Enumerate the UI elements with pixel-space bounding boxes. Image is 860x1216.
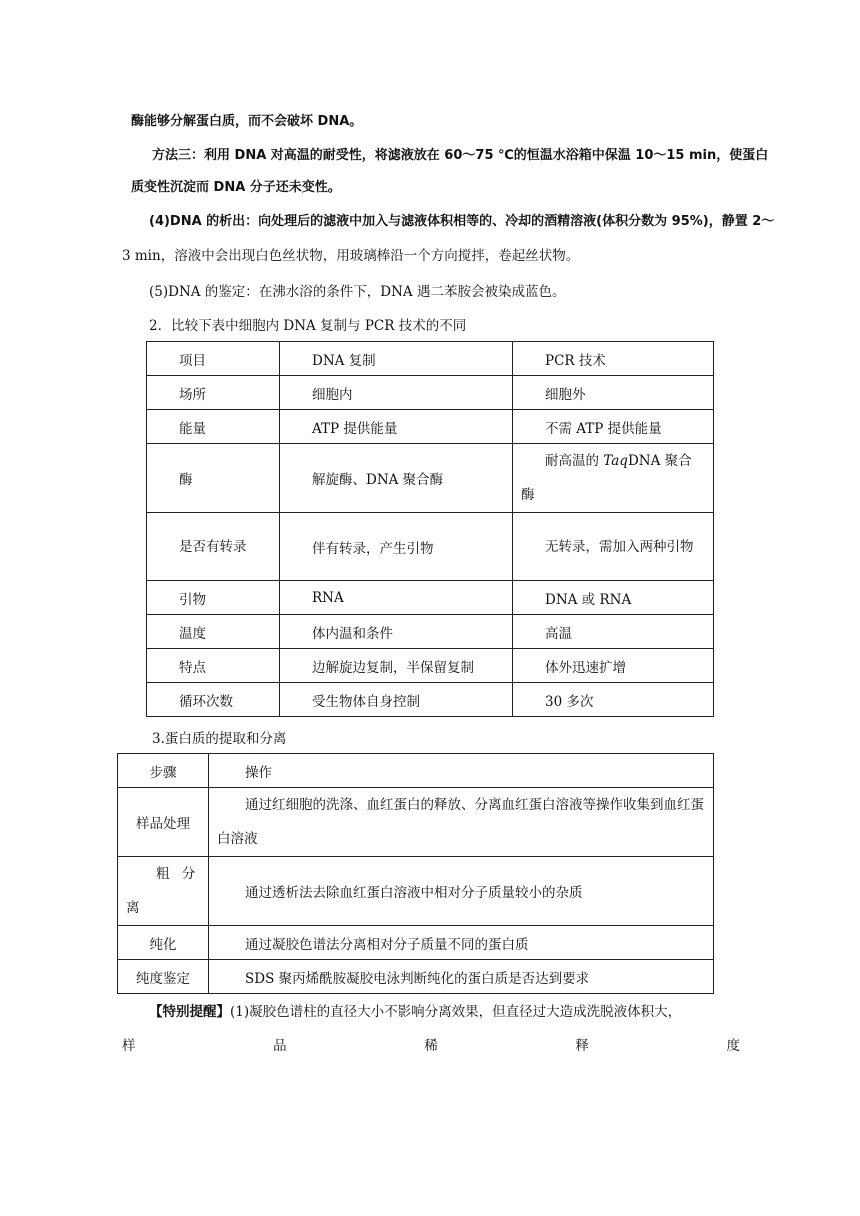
- table-cell: 温度: [147, 615, 280, 649]
- tip-tail-char: 品: [273, 1038, 287, 1054]
- table-cell: DNA 或 RNA: [513, 581, 714, 615]
- table-header-cell: PCR 技术: [513, 342, 714, 376]
- paragraph-dna-precipitation-line2: 3 min，溶液中会出现白色丝状物，用玻璃棒沿一个方向搅拌，卷起丝状物。: [122, 248, 580, 264]
- table-row: [147, 649, 714, 683]
- table-cell: 30 多次: [513, 683, 714, 717]
- table-cell: [513, 513, 714, 581]
- table-cell-text: 无转录，需加入两种引物: [545, 538, 694, 555]
- paragraph-dna-precipitation-line1: (4)DNA 的析出：向处理后的滤液中加入与滤液体积相等的、冷却的酒精溶液(体积分数为 95%)，静置 2～: [149, 214, 775, 229]
- table-cell-text: 是否有转录: [179, 538, 247, 555]
- table-cell: 细胞内: [280, 376, 513, 410]
- table-cell: 纯化: [118, 926, 209, 960]
- special-tip: [149, 1002, 681, 1022]
- table-row: [118, 926, 714, 960]
- table-cell: RNA: [280, 581, 513, 615]
- table-row: [147, 410, 714, 444]
- table-cell: 高温: [513, 615, 714, 649]
- table-cell: [147, 513, 280, 581]
- table-cell: 酶: [147, 444, 280, 513]
- table-cell: [209, 788, 714, 857]
- table-header-row: [118, 754, 714, 788]
- table-cell: 细胞外: [513, 376, 714, 410]
- table-cell: 不需 ATP 提供能量: [513, 410, 714, 444]
- table-row: [147, 615, 714, 649]
- tip-tail-char: 样: [122, 1038, 136, 1054]
- table-header-cell: 步骤: [118, 754, 209, 788]
- section-heading-3: 3.蛋白质的提取和分离: [152, 731, 287, 747]
- table-cell: 引物: [147, 581, 280, 615]
- table-cell-text: 粗 分 离: [126, 866, 200, 916]
- taq-italic: Taq: [603, 453, 628, 469]
- table-cell: 样品处理: [118, 788, 209, 857]
- table-cell: 特点: [147, 649, 280, 683]
- table-row: [147, 444, 714, 513]
- table-row: [147, 513, 714, 581]
- table-cell: 场所: [147, 376, 280, 410]
- table-row: [118, 788, 714, 857]
- table-cell-text: 耐高温的 TaqDNA 聚合酶: [521, 453, 692, 503]
- special-tip-label: 【特别提醒】: [149, 1004, 230, 1020]
- table-row: [118, 960, 714, 994]
- paragraph-dna-identification: (5)DNA 的鉴定：在沸水浴的条件下，DNA 遇二苯胺会被染成蓝色。: [149, 284, 566, 300]
- table-header-cell: DNA 复制: [280, 342, 513, 376]
- paragraph-enzyme: 酶能够分解蛋白质，而不会破坏 DNA。: [131, 114, 363, 129]
- comparison-table: [146, 341, 714, 717]
- table-header-cell: 项目: [147, 342, 280, 376]
- table-cell: 体内温和条件: [280, 615, 513, 649]
- tip-tail-char: 度: [726, 1038, 740, 1054]
- special-tip-text: (1)凝胶色谱柱的直径大小不影响分离效果，但直径过大造成洗脱液体积大，: [230, 1004, 682, 1020]
- paragraph-method3-line2: 质变性沉淀而 DNA 分子还未变性。: [131, 180, 341, 195]
- table-cell: SDS 聚丙烯酰胺凝胶电泳判断纯化的蛋白质是否达到要求: [209, 960, 714, 994]
- table-cell: [118, 857, 209, 926]
- table-cell: 通过凝胶色谱法分离相对分子质量不同的蛋白质: [209, 926, 714, 960]
- table-header-row: [147, 342, 714, 376]
- special-tip-continuation: [122, 1036, 740, 1056]
- table-cell: 受生物体自身控制: [280, 683, 513, 717]
- table-row: [118, 857, 714, 926]
- table-cell: 伴有转录，产生引物: [280, 513, 513, 581]
- table-row: [147, 581, 714, 615]
- table-cell: [513, 444, 714, 513]
- table-cell: 能量: [147, 410, 280, 444]
- tip-tail-char: 稀: [424, 1038, 438, 1054]
- table-header-cell: 操作: [209, 754, 714, 788]
- paragraph-method3-line1: 方法三：利用 DNA 对高温的耐受性，将滤液放在 60～75 ℃的恒温水浴箱中保温 10～15 min，使蛋白: [152, 148, 769, 163]
- table-row: [147, 683, 714, 717]
- table-cell: 边解旋边复制，半保留复制: [280, 649, 513, 683]
- table-cell: 体外迅速扩增: [513, 649, 714, 683]
- table-cell: 解旋酶、DNA 聚合酶: [280, 444, 513, 513]
- table-cell: 纯度鉴定: [118, 960, 209, 994]
- protein-steps-table: [117, 753, 714, 994]
- table-cell: 循环次数: [147, 683, 280, 717]
- section-heading-2: 2．比较下表中细胞内 DNA 复制与 PCR 技术的不同: [149, 318, 467, 334]
- table-row: [147, 376, 714, 410]
- table-cell: 通过透析法去除血红蛋白溶液中相对分子质量较小的杂质: [209, 857, 714, 926]
- table-cell-text: 通过红细胞的洗涤、血红蛋白的释放、分离血红蛋白溶液等操作收集到血红蛋白溶液: [217, 797, 704, 847]
- table-cell: ATP 提供能量: [280, 410, 513, 444]
- tip-tail-char: 释: [575, 1038, 589, 1054]
